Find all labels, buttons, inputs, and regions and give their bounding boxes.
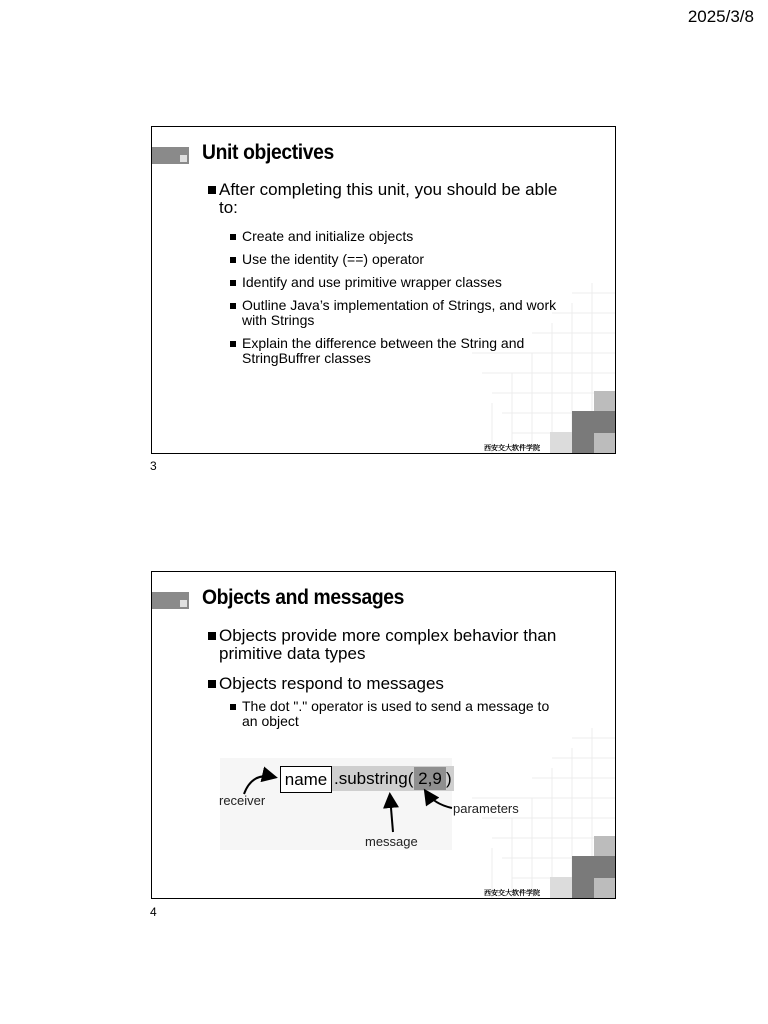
square-bullet-icon (208, 186, 216, 194)
receiver-code: name (280, 766, 332, 793)
sub-bullet-text: Use the identity (==) operator (242, 251, 425, 267)
sub-bullet-item (207, 229, 562, 244)
sub-bullet-text: Identify and use primitive wrapper classes (242, 274, 502, 290)
square-bullet-icon (230, 280, 236, 286)
square-bullet-icon (230, 234, 236, 240)
date-header: 2025/3/8 (687, 7, 754, 26)
parameters-label: parameters (453, 801, 519, 816)
message-code: .substring( (332, 766, 454, 791)
close-paren: ) (446, 769, 452, 788)
sub-bullet-text: Create and initialize objects (242, 228, 414, 244)
sub-bullet-text: Explain the difference between the String and StringBuffrer classes (242, 335, 525, 366)
receiver-label: receiver (219, 793, 266, 808)
bullet-text: Objects provide more complex behavior than primitive data types (219, 626, 557, 663)
message-label: message (365, 834, 418, 849)
bullet-text: After completing this unit, you should be able to: (219, 180, 558, 217)
institution-footer: 西安交大软件学院 (484, 888, 540, 897)
message-arrow (390, 796, 393, 832)
receiver-arrow (244, 776, 274, 794)
diagram-arrows (152, 572, 615, 898)
slide-unit-objectives (151, 126, 616, 454)
sub-bullet-text: Outline Java’s implementation of Strings, and work with Strings (242, 297, 557, 328)
slide-number: 4 (150, 905, 157, 919)
slide-title: Objects and messages (202, 586, 405, 609)
bullet-list (207, 181, 562, 374)
slide-objects-and-messages (151, 571, 616, 899)
bullet-text: Objects respond to messages (219, 674, 444, 693)
sub-bullet-item (207, 336, 562, 366)
parameters-code: 2,9 (414, 767, 446, 790)
parameters-arrow (426, 792, 452, 808)
sub-bullet-item (207, 252, 562, 267)
square-bullet-icon (230, 303, 236, 309)
square-bullet-icon (230, 257, 236, 263)
institution-footer: 西安交大软件学院 (484, 443, 540, 452)
slide-number: 3 (150, 459, 157, 473)
sub-bullet-item (207, 298, 562, 328)
sub-bullet-item (207, 275, 562, 290)
slide-title: Unit objectives (202, 141, 334, 164)
title-bar-square (180, 155, 187, 162)
bullet-item (207, 181, 562, 217)
sub-bullet-text: The dot "." operator is used to send a message to an object (242, 698, 550, 729)
square-bullet-icon (230, 341, 236, 347)
